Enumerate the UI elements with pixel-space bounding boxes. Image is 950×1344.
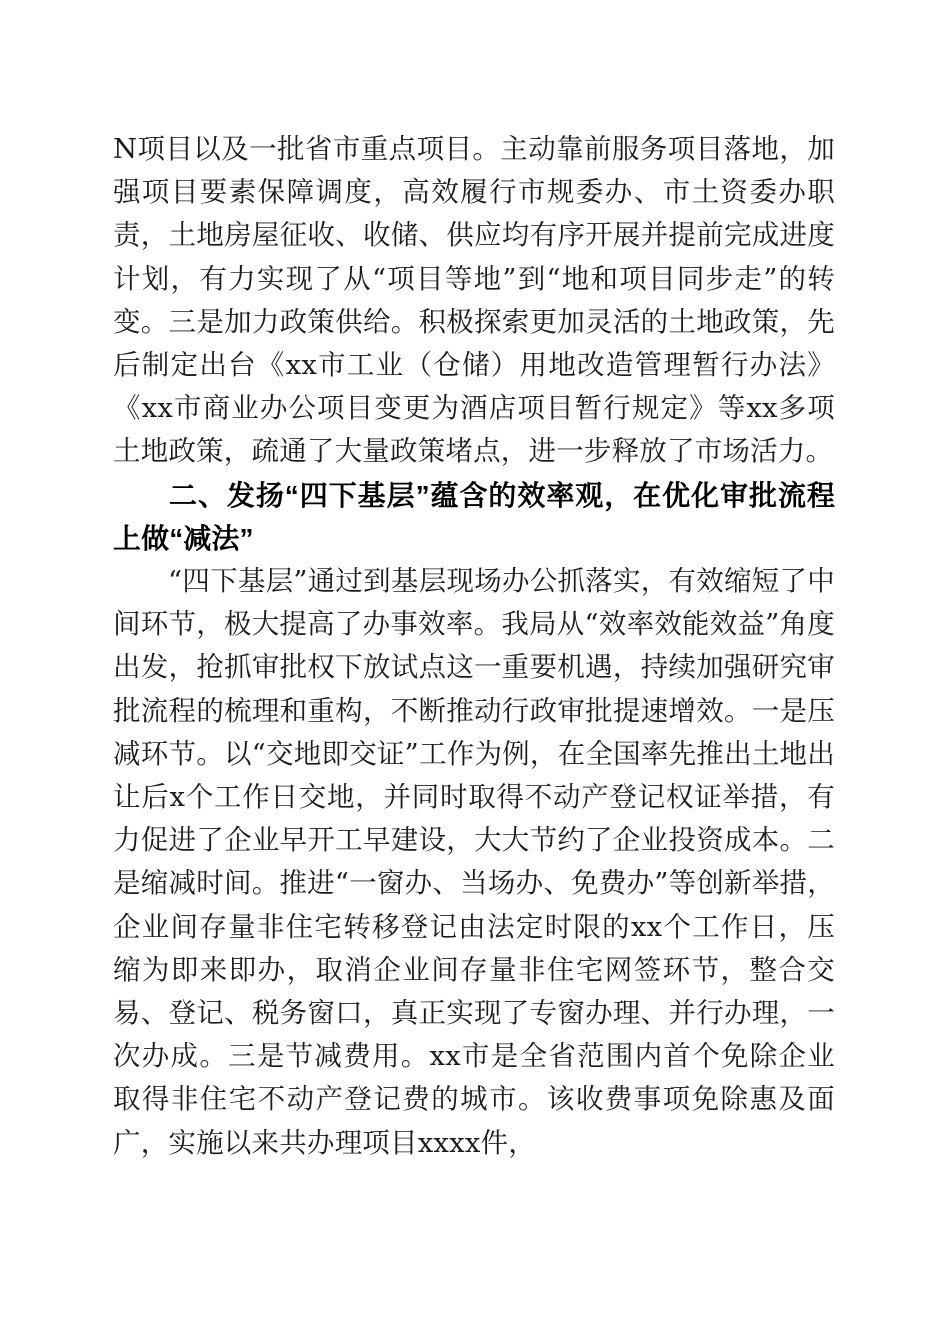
section-heading-two: 二、发扬“四下基层”蕴含的效率观，在优化审批流程上做“减法” xyxy=(113,479,835,554)
paragraph-section-two-body: “四下基层”通过到基层现场办公抓落实，有效缩短了中间环节，极大提高了办事效率。我局从“效率效能效益”角度出发，抢抓审批权下放试点这一重要机遇，持续加强研究审批流程的梳理和重构，不断推动行政审批提速增效。一是压减环节。以“交地即交证”工作为例，在全国率先推出土地出让后x个工作日交地，并同时取得不动产登记权证举措，有力促进了企业早开工早建设，大大节约了企业投资成本。二是缩减时间。推进“一窗办、当场办、免费办”等创新举措，企业间存量非住宅转移登记由法定时限的xx个工作日，压缩为即来即办，取消企业间存量非住宅网签环节，整合交易、登记、税务窗口，真正实现了专窗办理、并行办理，一次办成。三是节减费用。xx市是全省范围内首个免除企业取得非住宅不动产登记费的城市。该收费事项免除惠及面广，实施以来共办理项目xxxx件， xyxy=(113,565,835,1159)
document-text-column xyxy=(113,128,835,1165)
paragraph-continuation: N项目以及一批省市重点项目。主动靠前服务项目落地，加强项目要素保障调度，高效履行市规委办、市土资委办职责，土地房屋征收、收储、供应均有序开展并提前完成进度计划，有力实现了从“项目等地”到“地和项目同步走”的转变。三是加力政策供给。积极探索更加灵活的土地政策，先后制定出台《xx市工业（仓储）用地改造管理暂行办法》《xx市商业办公项目变更为酒店项目暂行规定》等xx多项土地政策，疏通了大量政策堵点，进一步释放了市场活力。 xyxy=(113,133,835,468)
